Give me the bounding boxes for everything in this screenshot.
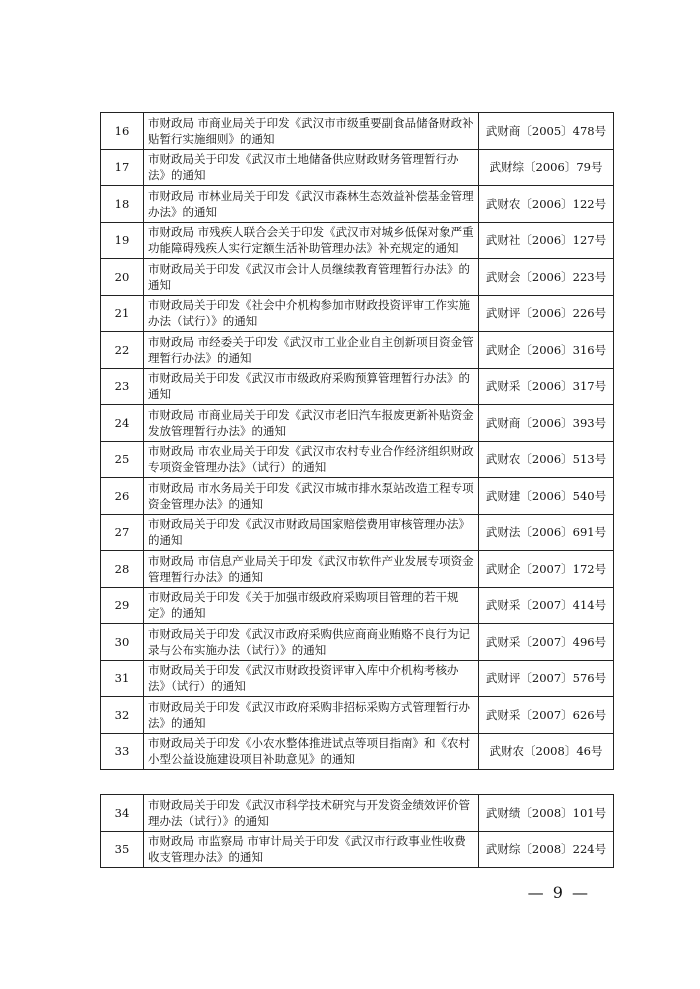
document-sheet [100, 112, 607, 868]
document-number: 武财绩〔2008〕101号 [479, 795, 614, 832]
document-number: 武财采〔2007〕496号 [479, 624, 614, 661]
table-gap [100, 770, 602, 794]
document-number: 武财企〔2006〕316号 [479, 332, 614, 369]
row-number: 24 [101, 405, 144, 442]
row-number: 22 [101, 332, 144, 369]
document-title: 市财政局 市林业局关于印发《武汉市森林生态效益补偿基金管理办法》的通知 [144, 186, 479, 223]
regulations-table-2 [100, 794, 614, 868]
document-number: 武财商〔2005〕478号 [479, 113, 614, 150]
regulations-table-1 [100, 112, 614, 770]
document-title: 市财政局关于印发《武汉市土地储备供应财政财务管理暂行办法》的通知 [144, 149, 479, 186]
document-title: 市财政局关于印发《关于加强市级政府采购项目管理的若干规定》的通知 [144, 587, 479, 624]
row-number: 20 [101, 259, 144, 296]
document-title: 市财政局关于印发《武汉市政府采购非招标采购方式管理暂行办法》的通知 [144, 697, 479, 734]
table-row [101, 222, 614, 259]
document-title: 市财政局 市商业局关于印发《武汉市市级重要副食品储备财政补贴暂行实施细则》的通知 [144, 113, 479, 150]
document-title: 市财政局 市监察局 市审计局关于印发《武汉市行政事业性收费收支管理办法》的通知 [144, 831, 479, 868]
document-number: 武财会〔2006〕223号 [479, 259, 614, 296]
table-row [101, 697, 614, 734]
document-number: 武财评〔2007〕576号 [479, 660, 614, 697]
table-row [101, 478, 614, 515]
table-row [101, 660, 614, 697]
document-title: 市财政局关于印发《武汉市财政投资评审入库中介机构考核办法》（试行）的通知 [144, 660, 479, 697]
document-title: 市财政局关于印发《武汉市政府采购供应商商业贿赂不良行为记录与公布实施办法（试行）》的通知 [144, 624, 479, 661]
document-title: 市财政局 市水务局关于印发《武汉市城市排水泵站改造工程专项资金管理办法》的通知 [144, 478, 479, 515]
document-number: 武财采〔2007〕626号 [479, 697, 614, 734]
row-number: 16 [101, 113, 144, 150]
document-number: 武财企〔2007〕172号 [479, 551, 614, 588]
document-title: 市财政局关于印发《小农水整体推进试点等项目指南》和《农村小型公益设施建设项目补助意见》的通知 [144, 733, 479, 770]
document-number: 武财采〔2006〕317号 [479, 368, 614, 405]
table-row [101, 795, 614, 832]
row-number: 31 [101, 660, 144, 697]
document-number: 武财综〔2008〕224号 [479, 831, 614, 868]
row-number: 34 [101, 795, 144, 832]
table-row [101, 405, 614, 442]
document-title: 市财政局 市农业局关于印发《武汉市农村专业合作经济组织财政专项资金管理办法》（试行）的通知 [144, 441, 479, 478]
document-number: 武财农〔2006〕513号 [479, 441, 614, 478]
row-number: 30 [101, 624, 144, 661]
document-title: 市财政局关于印发《武汉市财政局国家赔偿费用审核管理办法》的通知 [144, 514, 479, 551]
document-number: 武财评〔2006〕226号 [479, 295, 614, 332]
row-number: 27 [101, 514, 144, 551]
row-number: 18 [101, 186, 144, 223]
table-row [101, 624, 614, 661]
row-number: 32 [101, 697, 144, 734]
table-row [101, 186, 614, 223]
row-number: 28 [101, 551, 144, 588]
document-title: 市财政局 市信息产业局关于印发《武汉市软件产业发展专项资金管理暂行办法》的通知 [144, 551, 479, 588]
table-row [101, 551, 614, 588]
row-number: 25 [101, 441, 144, 478]
table-row [101, 441, 614, 478]
document-number: 武财采〔2007〕414号 [479, 587, 614, 624]
table-row [101, 295, 614, 332]
row-number: 29 [101, 587, 144, 624]
document-number: 武财综〔2006〕79号 [479, 149, 614, 186]
document-title: 市财政局 市残疾人联合会关于印发《武汉市对城乡低保对象严重功能障碍残疾人实行定额生活补助管理办法》补充规定的通知 [144, 222, 479, 259]
row-number: 21 [101, 295, 144, 332]
row-number: 19 [101, 222, 144, 259]
document-number: 武财农〔2008〕46号 [479, 733, 614, 770]
document-number: 武财建〔2006〕540号 [479, 478, 614, 515]
table-row [101, 113, 614, 150]
document-title: 市财政局关于印发《武汉市科学技术研究与开发资金绩效评价管理办法（试行）》的通知 [144, 795, 479, 832]
document-title: 市财政局关于印发《武汉市会计人员继续教育管理暂行办法》的通知 [144, 259, 479, 296]
table-row [101, 368, 614, 405]
table-row [101, 587, 614, 624]
table-row [101, 149, 614, 186]
document-number: 武财法〔2006〕691号 [479, 514, 614, 551]
document-title: 市财政局 市商业局关于印发《武汉市老旧汽车报废更新补贴资金发放管理暂行办法》的通知 [144, 405, 479, 442]
table-row [101, 514, 614, 551]
row-number: 35 [101, 831, 144, 868]
table-row [101, 332, 614, 369]
table-row [101, 259, 614, 296]
row-number: 26 [101, 478, 144, 515]
document-title: 市财政局关于印发《社会中介机构参加市财政投资评审工作实施办法（试行）》的通知 [144, 295, 479, 332]
page-number: — 9 — [527, 883, 590, 902]
table-row [101, 831, 614, 868]
document-title: 市财政局关于印发《武汉市市级政府采购预算管理暂行办法》的通知 [144, 368, 479, 405]
document-number: 武财社〔2006〕127号 [479, 222, 614, 259]
row-number: 17 [101, 149, 144, 186]
document-number: 武财农〔2006〕122号 [479, 186, 614, 223]
table-row [101, 733, 614, 770]
document-number: 武财商〔2006〕393号 [479, 405, 614, 442]
row-number: 23 [101, 368, 144, 405]
document-title: 市财政局 市经委关于印发《武汉市工业企业自主创新项目资金管理暂行办法》的通知 [144, 332, 479, 369]
row-number: 33 [101, 733, 144, 770]
